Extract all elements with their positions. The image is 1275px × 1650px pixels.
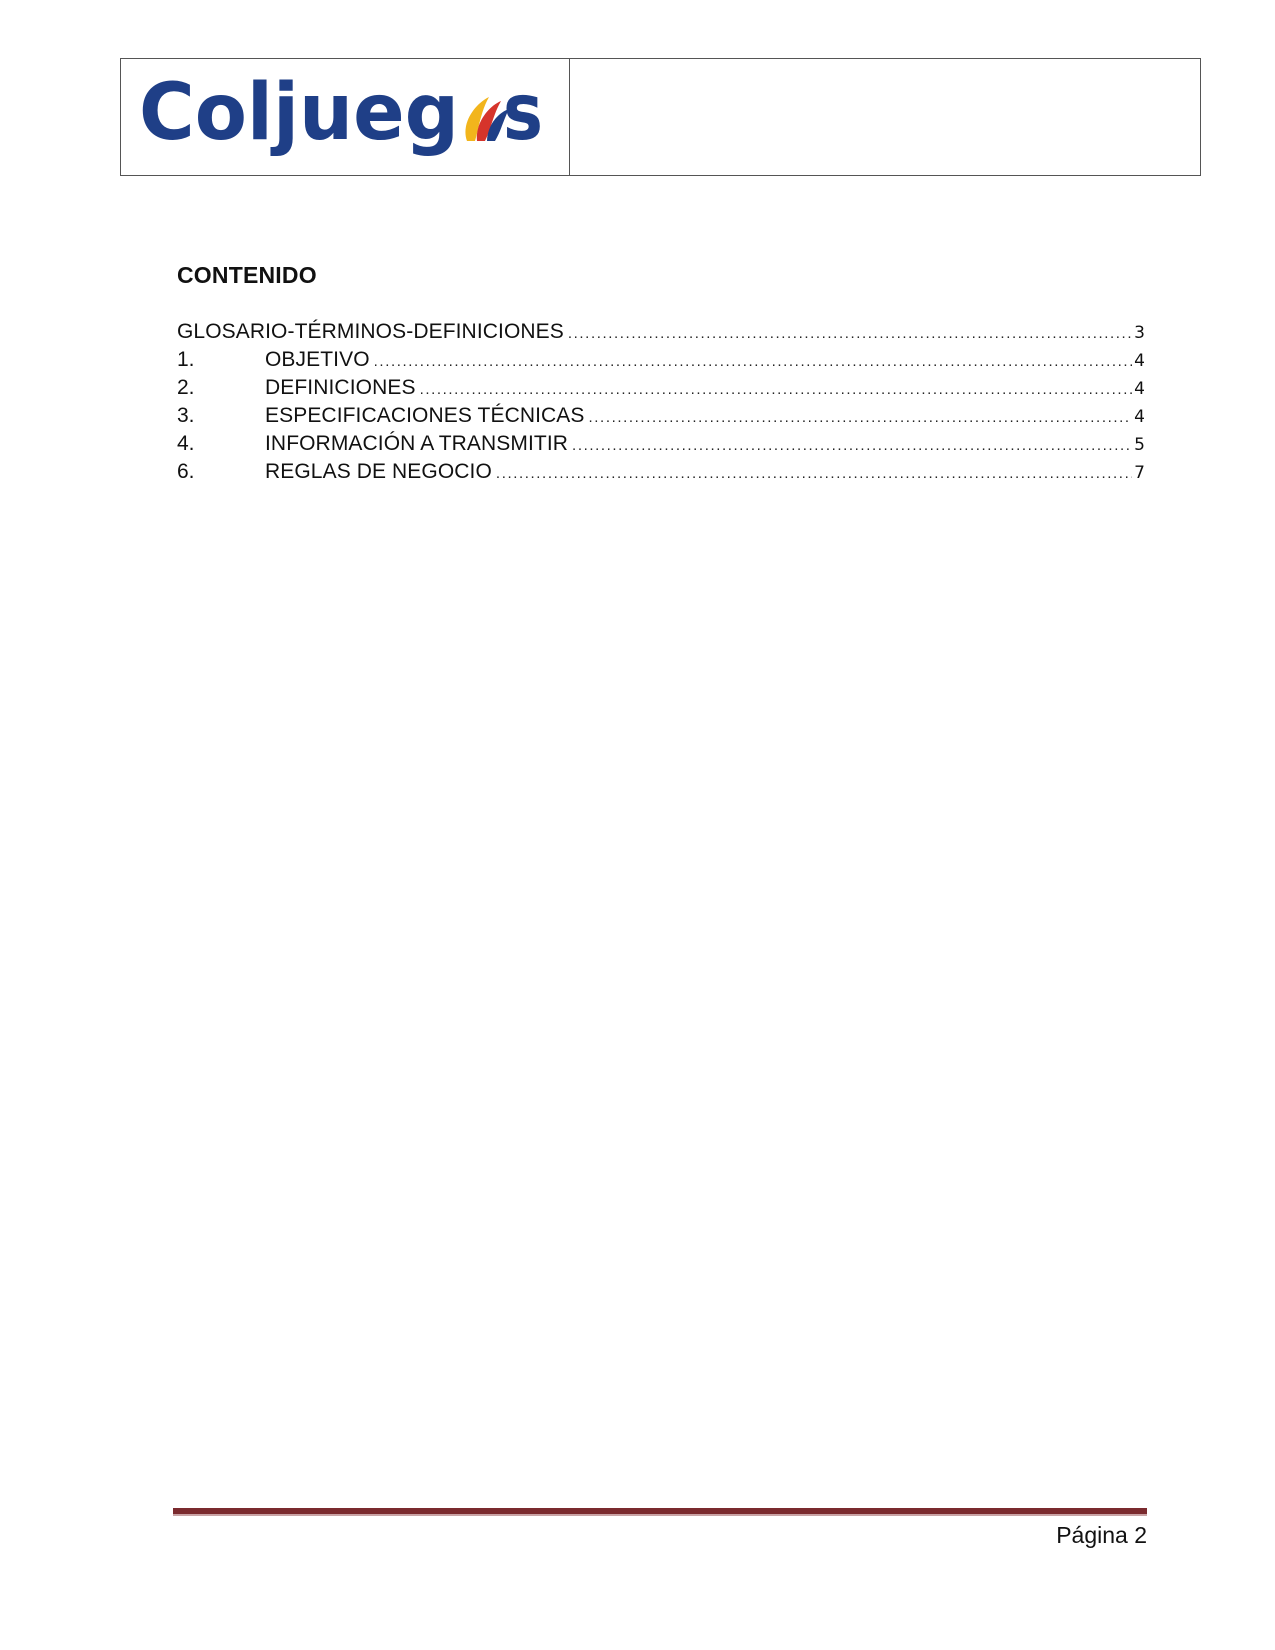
header-table — [120, 58, 1201, 176]
toc-entry-page: 5 — [1134, 435, 1145, 455]
toc-entry-number: 1. — [177, 348, 195, 371]
toc-leader-dots — [420, 376, 1133, 404]
toc-entry[interactable] — [177, 346, 1145, 374]
header-logo-cell — [121, 59, 570, 175]
toc-entry-title: ESPECIFICACIONES TÉCNICAS — [265, 404, 585, 427]
toc-entry-title: REGLAS DE NEGOCIO — [265, 460, 492, 483]
header-blank-cell — [570, 59, 1200, 175]
toc-leader-dots — [374, 348, 1133, 376]
footer-rule — [173, 1508, 1147, 1516]
svg-text:Coljueg: Coljueg — [139, 68, 459, 158]
toc-entry-page: 4 — [1134, 351, 1145, 371]
toc-entry[interactable] — [177, 318, 1145, 346]
toc-entry-page: 3 — [1134, 323, 1145, 343]
toc-leader-dots — [572, 432, 1132, 460]
toc-entry-title: DEFINICIONES — [265, 376, 416, 399]
toc-entry-title: INFORMACIÓN A TRANSMITIR — [265, 432, 569, 455]
toc-entry-number: 3. — [177, 404, 195, 427]
toc-entry-page: 4 — [1134, 407, 1145, 427]
toc-entry-title: GLOSARIO-TÉRMINOS-DEFINICIONES — [177, 320, 564, 343]
toc-leader-dots — [496, 460, 1132, 488]
toc-entry[interactable] — [177, 458, 1145, 486]
toc-entry-title: OBJETIVO — [265, 348, 370, 371]
toc-entry-page: 7 — [1134, 463, 1145, 483]
toc-entry-number: 6. — [177, 460, 195, 483]
toc-entry-number: 4. — [177, 432, 195, 455]
toc-entry[interactable] — [177, 402, 1145, 430]
coljuegos-logo — [139, 67, 549, 167]
toc-entry-page: 4 — [1134, 379, 1145, 399]
footer-page-number: Página 2 — [1056, 1522, 1147, 1548]
toc-leader-dots — [589, 404, 1133, 432]
toc-entry[interactable] — [177, 430, 1145, 458]
svg-text:s: s — [503, 68, 543, 158]
toc-entry[interactable] — [177, 374, 1145, 402]
toc-leader-dots — [568, 320, 1132, 348]
toc-entry-number: 2. — [177, 376, 195, 399]
toc-heading: CONTENIDO — [177, 262, 317, 288]
toc-list — [177, 318, 1145, 486]
